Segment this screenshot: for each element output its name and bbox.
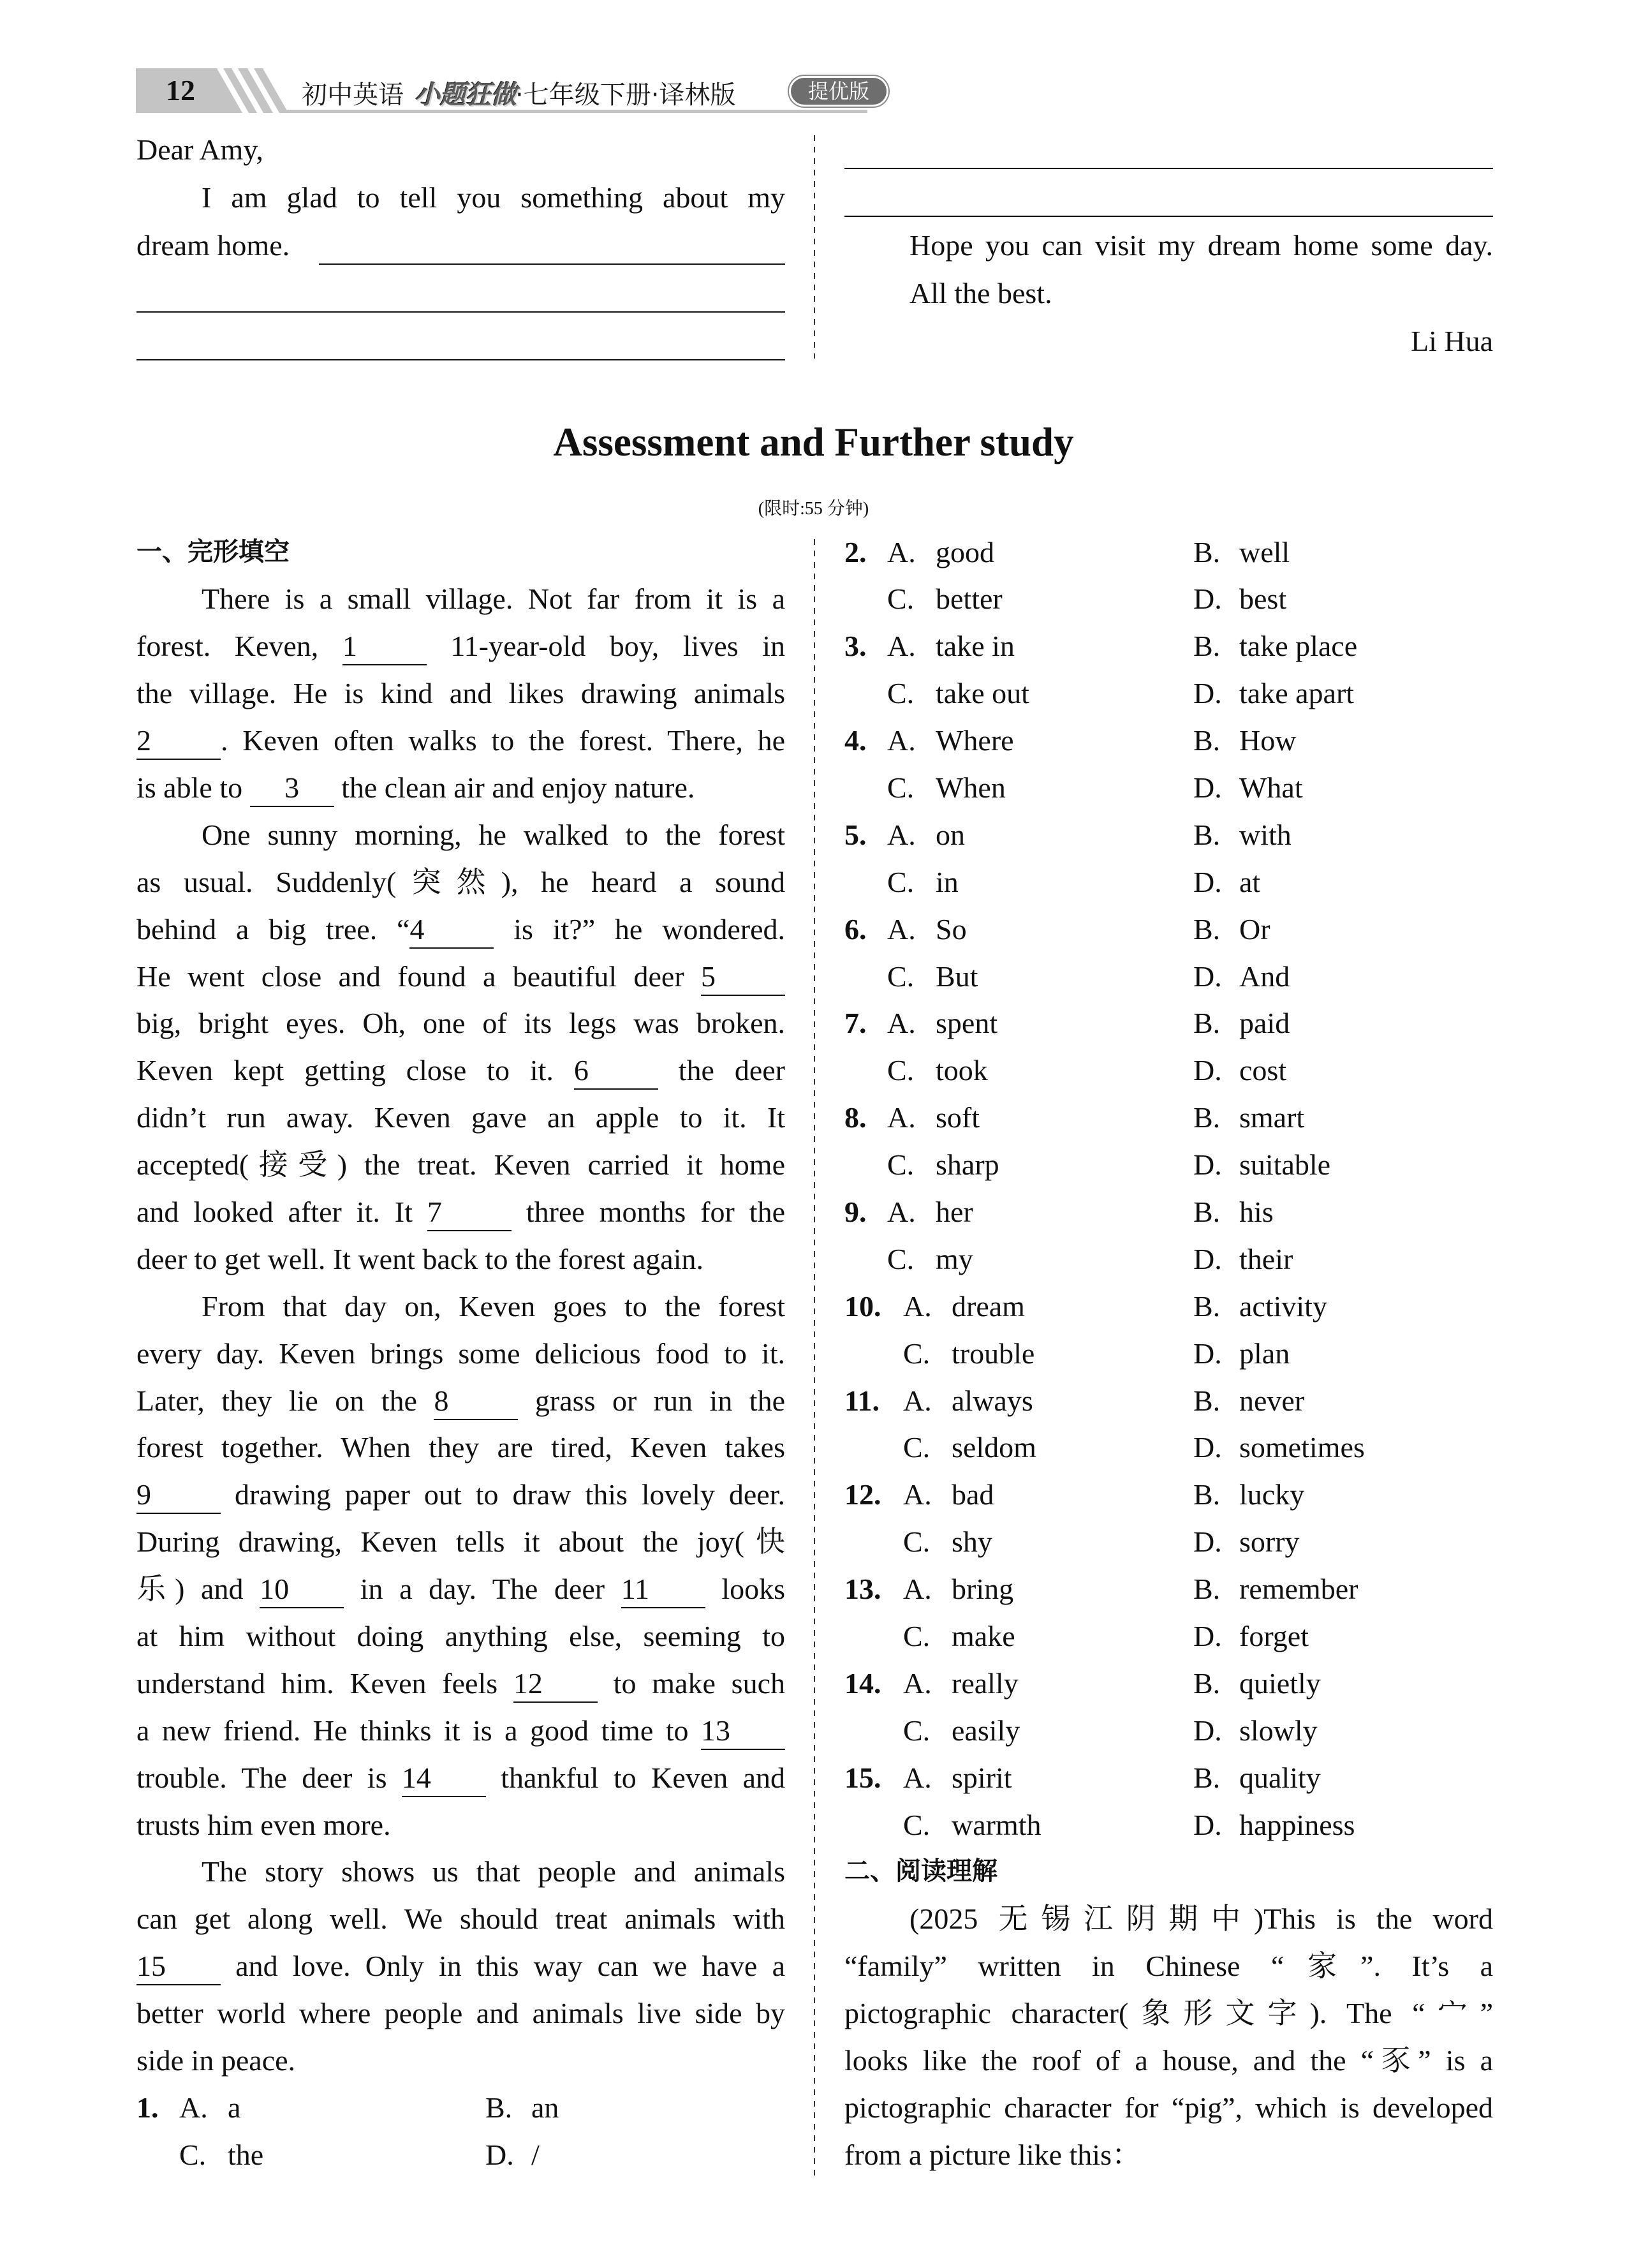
text-segment: side in peace. bbox=[136, 2044, 296, 2077]
text-segment: drawing paper out to draw this lovely deer. bbox=[221, 1478, 785, 1511]
question-row bbox=[844, 1754, 1493, 1802]
section-heading: 二、阅读理解 bbox=[844, 1857, 998, 1886]
text-line bbox=[136, 1848, 785, 1895]
letter-signature: Li Hua bbox=[1410, 325, 1493, 357]
option-text: always bbox=[952, 1384, 1033, 1417]
option-text: best bbox=[1239, 582, 1287, 616]
option-text: on bbox=[936, 818, 965, 851]
blank-10: 10 bbox=[260, 1575, 344, 1608]
question-row bbox=[844, 1707, 1493, 1754]
option-text: dream bbox=[952, 1289, 1025, 1323]
option-label: B. bbox=[1193, 1289, 1221, 1323]
question-row bbox=[844, 1802, 1493, 1849]
option-label: B. bbox=[1193, 1007, 1221, 1040]
text-segment: is it?” he wondered. bbox=[494, 912, 785, 945]
option-label: C. bbox=[887, 677, 915, 710]
text-line bbox=[844, 1943, 1493, 1990]
option-text: take apart bbox=[1239, 677, 1355, 710]
option-label: C. bbox=[903, 1525, 931, 1559]
text-segment: behind a big tree. “ bbox=[136, 912, 410, 945]
question-row bbox=[844, 764, 1493, 812]
column-divider bbox=[814, 539, 815, 2179]
text-segment: as usual. Suddenly(突然), he heard a sound bbox=[136, 865, 785, 898]
option-label: D. bbox=[485, 2138, 514, 2171]
text-segment: the clean air and enjoy nature. bbox=[334, 771, 695, 804]
option-label: B. bbox=[1193, 818, 1221, 851]
option-text: So bbox=[936, 912, 967, 945]
option-label: A. bbox=[887, 1101, 916, 1134]
edition-badge: 提优版 bbox=[789, 76, 888, 107]
question-row bbox=[844, 1283, 1493, 1330]
option-label: D. bbox=[1193, 1808, 1222, 1841]
option-text: Or bbox=[1239, 912, 1270, 945]
question-row bbox=[844, 1141, 1493, 1189]
text-line bbox=[844, 1990, 1493, 2037]
text-line bbox=[136, 1990, 785, 2037]
text-segment: in a day. The deer bbox=[344, 1573, 621, 1606]
question-row bbox=[844, 1236, 1493, 1283]
question-number: 3. bbox=[844, 630, 867, 663]
question-row bbox=[844, 1189, 1493, 1236]
option-label: A. bbox=[887, 912, 916, 945]
option-text: good bbox=[936, 535, 994, 568]
option-text: warmth bbox=[952, 1808, 1042, 1841]
letter-closing: Hope you can visit my dream home some day. bbox=[909, 229, 1493, 262]
brand-logo: 小题狂做 bbox=[415, 80, 517, 110]
text-line bbox=[136, 1707, 785, 1754]
section-title: Assessment and Further study bbox=[553, 420, 1074, 464]
blank-2: 2 bbox=[136, 726, 221, 760]
option-label: A. bbox=[887, 630, 916, 663]
series-title: 初中英语 bbox=[302, 80, 404, 110]
question-number: 13. bbox=[844, 1573, 881, 1606]
option-label: C. bbox=[887, 1242, 915, 1275]
text-segment: pictographic character(象形文字). The “宀” bbox=[844, 1997, 1493, 2030]
text-segment: the deer bbox=[658, 1054, 785, 1087]
option-label: B. bbox=[1193, 1573, 1221, 1606]
text-segment: (2025 无锡江阴期中)This is the word bbox=[909, 1902, 1493, 1936]
text-segment: forest. Keven, bbox=[136, 630, 342, 663]
text-line bbox=[136, 623, 785, 670]
text-line bbox=[136, 764, 785, 812]
text-segment: 乐) and bbox=[136, 1573, 260, 1606]
question-row bbox=[844, 1471, 1493, 1518]
option-text: sharp bbox=[936, 1148, 999, 1182]
option-label: D. bbox=[1193, 1337, 1222, 1370]
option-label: D. bbox=[1193, 1714, 1222, 1747]
text-line bbox=[136, 1377, 785, 1425]
option-label: D. bbox=[1193, 1525, 1222, 1559]
option-text: in bbox=[936, 865, 959, 898]
option-text: When bbox=[936, 771, 1006, 804]
text-line bbox=[136, 1471, 785, 1518]
option-text: a bbox=[228, 2091, 241, 2124]
text-line bbox=[136, 1943, 785, 1990]
text-segment: thankful to Keven and bbox=[485, 1761, 785, 1794]
writing-line bbox=[136, 311, 785, 313]
option-label: A. bbox=[179, 2091, 208, 2124]
option-label: C. bbox=[179, 2138, 207, 2171]
question-row bbox=[844, 859, 1493, 906]
text-segment: Keven kept getting close to it. bbox=[136, 1054, 574, 1087]
text-segment: looks like the roof of a house, and the “豕” is a bbox=[844, 2044, 1493, 2077]
option-label: B. bbox=[1193, 1101, 1221, 1134]
option-label: C. bbox=[903, 1714, 931, 1747]
option-text: slowly bbox=[1239, 1714, 1318, 1747]
question-row bbox=[844, 575, 1493, 623]
text-line bbox=[136, 906, 785, 953]
option-label: C. bbox=[887, 1054, 915, 1087]
option-label: B. bbox=[1193, 630, 1221, 663]
writing-line bbox=[844, 216, 1493, 217]
option-text: remember bbox=[1239, 1573, 1358, 1606]
option-label: C. bbox=[903, 1619, 931, 1652]
option-label: D. bbox=[1193, 960, 1222, 993]
option-label: A. bbox=[887, 818, 916, 851]
book-subtitle: ·七年级下册·译林版 bbox=[515, 80, 736, 110]
text-line bbox=[136, 1189, 785, 1236]
option-text: spent bbox=[936, 1007, 998, 1040]
text-line bbox=[844, 1895, 1493, 1943]
letter-sign-off: All the best. bbox=[909, 277, 1052, 309]
question-row bbox=[844, 1047, 1493, 1094]
option-text: better bbox=[936, 582, 1003, 616]
text-segment: at him without doing anything else, seeming to bbox=[136, 1619, 785, 1652]
text-segment: every day. Keven brings some delicious food to it. bbox=[136, 1337, 785, 1370]
option-label: B. bbox=[1193, 1478, 1221, 1511]
option-label: A. bbox=[887, 1195, 916, 1228]
option-text: How bbox=[1239, 724, 1297, 757]
option-text: my bbox=[936, 1242, 973, 1275]
text-segment: looks bbox=[705, 1573, 785, 1606]
text-line bbox=[136, 1660, 785, 1707]
option-label: B. bbox=[1193, 535, 1221, 568]
blank-14: 14 bbox=[402, 1763, 486, 1797]
left-column bbox=[136, 529, 785, 2179]
text-line bbox=[136, 1566, 785, 1613]
option-text: bad bbox=[952, 1478, 994, 1511]
blank-9: 9 bbox=[136, 1480, 221, 1514]
question-row bbox=[844, 906, 1493, 953]
blank-15: 15 bbox=[136, 1952, 221, 1985]
option-text: bring bbox=[952, 1573, 1014, 1606]
option-label: A. bbox=[903, 1289, 932, 1323]
text-line bbox=[136, 1895, 785, 1943]
option-text: make bbox=[952, 1619, 1015, 1652]
option-text: an bbox=[531, 2091, 559, 2124]
option-text: lucky bbox=[1239, 1478, 1305, 1511]
option-label: A. bbox=[903, 1666, 932, 1700]
option-label: A. bbox=[887, 724, 916, 757]
letter-blank-row bbox=[136, 269, 785, 317]
option-text: at bbox=[1239, 865, 1261, 898]
option-label: B. bbox=[1193, 724, 1221, 757]
question-row bbox=[844, 1566, 1493, 1613]
option-text: And bbox=[1239, 960, 1290, 993]
text-segment: One sunny morning, he walked to the forest bbox=[202, 818, 785, 851]
text-segment: the village. He is kind and likes drawing animals bbox=[136, 677, 785, 710]
question-row bbox=[844, 1094, 1493, 1141]
option-label: D. bbox=[1193, 1054, 1222, 1087]
text-segment: forest together. When they are tired, Keven takes bbox=[136, 1431, 785, 1464]
option-text: paid bbox=[1239, 1007, 1290, 1040]
text-segment: The story shows us that people and animals bbox=[202, 1855, 785, 1888]
option-label: D. bbox=[1193, 677, 1222, 710]
question-row bbox=[844, 1660, 1493, 1707]
option-label: C. bbox=[903, 1337, 931, 1370]
blank-13: 13 bbox=[701, 1716, 785, 1750]
option-label: C. bbox=[903, 1808, 931, 1841]
text-segment: is able to bbox=[136, 771, 250, 804]
text-line bbox=[136, 1094, 785, 1141]
blank-11: 11 bbox=[621, 1575, 705, 1608]
text-segment: from a picture like this： bbox=[844, 2138, 1141, 2171]
letter-left-column bbox=[136, 126, 785, 365]
option-text: suitable bbox=[1239, 1148, 1331, 1182]
text-line bbox=[136, 1330, 785, 1377]
writing-line bbox=[136, 359, 785, 360]
text-line bbox=[136, 1424, 785, 1471]
writing-line bbox=[844, 168, 1493, 169]
question-number: 15. bbox=[844, 1761, 881, 1794]
option-label: C. bbox=[903, 1431, 931, 1464]
question-row bbox=[844, 529, 1493, 576]
option-label: A. bbox=[903, 1573, 932, 1606]
option-text: take in bbox=[936, 630, 1015, 663]
question-row bbox=[844, 1424, 1493, 1471]
question-row bbox=[844, 1613, 1493, 1660]
option-text: Where bbox=[936, 724, 1014, 757]
text-line bbox=[136, 953, 785, 1000]
text-segment: understand him. Keven feels bbox=[136, 1666, 513, 1700]
question-row bbox=[844, 1000, 1493, 1047]
question-number: 14. bbox=[844, 1666, 881, 1700]
option-text: sometimes bbox=[1239, 1431, 1365, 1464]
blank-4: 4 bbox=[409, 915, 494, 949]
option-text: shy bbox=[952, 1525, 992, 1559]
option-label: D. bbox=[1193, 1242, 1222, 1275]
letter-blank-row bbox=[136, 317, 785, 365]
letter-body-cont: dream home. bbox=[136, 229, 290, 262]
text-segment: . Keven often walks to the forest. There, he bbox=[221, 724, 785, 757]
section-heading: 一、完形填空 bbox=[136, 537, 290, 567]
question-number: 9. bbox=[844, 1195, 867, 1228]
text-segment: didn’t run away. Keven gave an apple to it. It bbox=[136, 1101, 785, 1134]
text-segment: accepted(接受) the treat. Keven carried it home bbox=[136, 1148, 785, 1182]
question-number: 1. bbox=[136, 2091, 159, 2124]
text-line bbox=[136, 1236, 785, 1283]
option-text: spirit bbox=[952, 1761, 1012, 1794]
text-line bbox=[136, 2037, 785, 2084]
option-label: C. bbox=[887, 865, 915, 898]
text-line bbox=[136, 1754, 785, 1802]
option-text: well bbox=[1239, 535, 1290, 568]
option-text: trouble bbox=[952, 1337, 1035, 1370]
option-label: D. bbox=[1193, 1431, 1222, 1464]
text-segment: trouble. The deer is bbox=[136, 1761, 402, 1794]
option-label: C. bbox=[887, 582, 915, 616]
option-text: cost bbox=[1239, 1054, 1287, 1087]
option-text: sorry bbox=[1239, 1525, 1300, 1559]
text-line bbox=[844, 2131, 1493, 2179]
question-row bbox=[844, 1330, 1493, 1377]
blank-8: 8 bbox=[434, 1386, 518, 1420]
text-segment: During drawing, Keven tells it about the joy(快 bbox=[136, 1525, 785, 1559]
text-segment: 11-year-old boy, lives in bbox=[426, 630, 785, 663]
option-text: take out bbox=[936, 677, 1029, 710]
blank-12: 12 bbox=[513, 1669, 598, 1703]
option-label: C. bbox=[887, 960, 915, 993]
question-row bbox=[136, 2084, 785, 2131]
option-text: quietly bbox=[1239, 1666, 1321, 1700]
text-line bbox=[136, 1283, 785, 1330]
option-label: D. bbox=[1193, 771, 1222, 804]
letter-greeting: Dear Amy, bbox=[136, 133, 263, 166]
text-line bbox=[136, 859, 785, 906]
letter-body-row bbox=[136, 221, 785, 269]
option-text: / bbox=[531, 2138, 540, 2171]
letter-right-column bbox=[844, 126, 1493, 365]
text-segment: From that day on, Keven goes to the forest bbox=[202, 1289, 785, 1323]
option-text: took bbox=[936, 1054, 988, 1087]
right-column bbox=[844, 529, 1493, 2179]
option-text: his bbox=[1239, 1195, 1274, 1228]
header-band bbox=[0, 0, 1627, 128]
blank-3: 3 bbox=[250, 773, 334, 807]
question-row bbox=[844, 1377, 1493, 1425]
option-text: take place bbox=[1239, 630, 1358, 663]
option-text: seldom bbox=[952, 1431, 1036, 1464]
letter-blank-row bbox=[844, 174, 1493, 221]
option-label: B. bbox=[1193, 912, 1221, 945]
option-text: with bbox=[1239, 818, 1292, 851]
text-segment: three months for the bbox=[511, 1195, 786, 1228]
question-number: 11. bbox=[844, 1384, 880, 1417]
option-text: plan bbox=[1239, 1337, 1290, 1370]
text-line bbox=[136, 1518, 785, 1566]
text-segment: Later, they lie on the bbox=[136, 1384, 434, 1417]
option-label: B. bbox=[1193, 1666, 1221, 1700]
text-line bbox=[136, 575, 785, 623]
option-label: D. bbox=[1193, 1619, 1222, 1652]
question-number: 7. bbox=[844, 1007, 867, 1040]
option-label: D. bbox=[1193, 582, 1222, 616]
text-segment: and looked after it. It bbox=[136, 1195, 427, 1228]
text-line bbox=[136, 1613, 785, 1660]
option-text: forget bbox=[1239, 1619, 1309, 1652]
time-limit: (限时:55 分钟) bbox=[758, 499, 869, 519]
question-row bbox=[844, 717, 1493, 764]
option-label: A. bbox=[903, 1478, 932, 1511]
page-number: 12 bbox=[166, 74, 195, 107]
question-row bbox=[844, 623, 1493, 670]
text-line bbox=[136, 1141, 785, 1189]
text-line bbox=[136, 670, 785, 717]
text-segment: pictographic character for “pig”, which is developed bbox=[844, 2091, 1493, 2124]
question-row bbox=[844, 670, 1493, 717]
option-text: really bbox=[952, 1666, 1019, 1700]
option-text: But bbox=[936, 960, 978, 993]
option-text: her bbox=[936, 1195, 973, 1228]
text-segment: to make such bbox=[597, 1666, 785, 1700]
blank-6: 6 bbox=[574, 1056, 658, 1090]
text-segment: There is a small village. Not far from it is a bbox=[202, 582, 785, 616]
text-segment: He went close and found a beautiful deer bbox=[136, 960, 701, 993]
text-segment: grass or run in the bbox=[518, 1384, 785, 1417]
option-text: happiness bbox=[1239, 1808, 1355, 1841]
text-line bbox=[136, 1000, 785, 1047]
option-text: quality bbox=[1239, 1761, 1321, 1794]
option-text: easily bbox=[952, 1714, 1020, 1747]
option-text: activity bbox=[1239, 1289, 1327, 1323]
option-label: B. bbox=[1193, 1195, 1221, 1228]
question-row bbox=[844, 812, 1493, 859]
question-number: 10. bbox=[844, 1289, 881, 1323]
option-text: their bbox=[1239, 1242, 1293, 1275]
text-segment: can get along well. We should treat animals with bbox=[136, 1902, 785, 1936]
option-label: C. bbox=[887, 1148, 915, 1182]
text-segment: deer to get well. It went back to the forest again. bbox=[136, 1242, 704, 1275]
option-text: never bbox=[1239, 1384, 1305, 1417]
question-row bbox=[844, 953, 1493, 1000]
option-text: What bbox=[1239, 771, 1303, 804]
option-label: A. bbox=[903, 1384, 932, 1417]
option-label: C. bbox=[887, 771, 915, 804]
option-label: D. bbox=[1193, 865, 1222, 898]
option-label: A. bbox=[887, 1007, 916, 1040]
option-text: smart bbox=[1239, 1101, 1305, 1134]
letter-body-start: I am glad to tell you something about my bbox=[202, 181, 785, 214]
question-number: 6. bbox=[844, 912, 867, 945]
text-segment: and love. Only in this way can we have a bbox=[221, 1950, 785, 1983]
text-segment: a new friend. He thinks it is a good time to bbox=[136, 1714, 701, 1747]
option-label: A. bbox=[887, 535, 916, 568]
text-segment: trusts him even more. bbox=[136, 1808, 391, 1841]
writing-line bbox=[319, 263, 785, 265]
question-number: 5. bbox=[844, 818, 867, 851]
text-line bbox=[844, 2084, 1493, 2131]
text-line bbox=[136, 812, 785, 859]
text-segment: “family” written in Chinese “家”. It’s a bbox=[844, 1950, 1493, 1983]
option-label: D. bbox=[1193, 1148, 1222, 1182]
text-line bbox=[136, 717, 785, 764]
blank-1: 1 bbox=[342, 632, 427, 665]
blank-7: 7 bbox=[427, 1197, 512, 1231]
option-label: B. bbox=[1193, 1384, 1221, 1417]
blank-5: 5 bbox=[701, 962, 785, 996]
option-label: A. bbox=[903, 1761, 932, 1794]
question-number: 2. bbox=[844, 535, 867, 568]
text-line bbox=[844, 2037, 1493, 2084]
question-number: 12. bbox=[844, 1478, 881, 1511]
question-row bbox=[136, 2131, 785, 2179]
option-text: soft bbox=[936, 1101, 980, 1134]
question-number: 8. bbox=[844, 1101, 867, 1134]
option-label: B. bbox=[485, 2091, 513, 2124]
text-line bbox=[136, 1802, 785, 1849]
column-divider bbox=[814, 135, 815, 359]
option-text: the bbox=[228, 2138, 264, 2171]
question-number: 4. bbox=[844, 724, 867, 757]
text-segment: better world where people and animals live side by bbox=[136, 1997, 785, 2030]
question-row bbox=[844, 1518, 1493, 1566]
letter-blank-row bbox=[844, 126, 1493, 174]
text-line bbox=[136, 1047, 785, 1094]
text-segment: big, bright eyes. Oh, one of its legs was broken. bbox=[136, 1007, 785, 1040]
option-label: B. bbox=[1193, 1761, 1221, 1794]
